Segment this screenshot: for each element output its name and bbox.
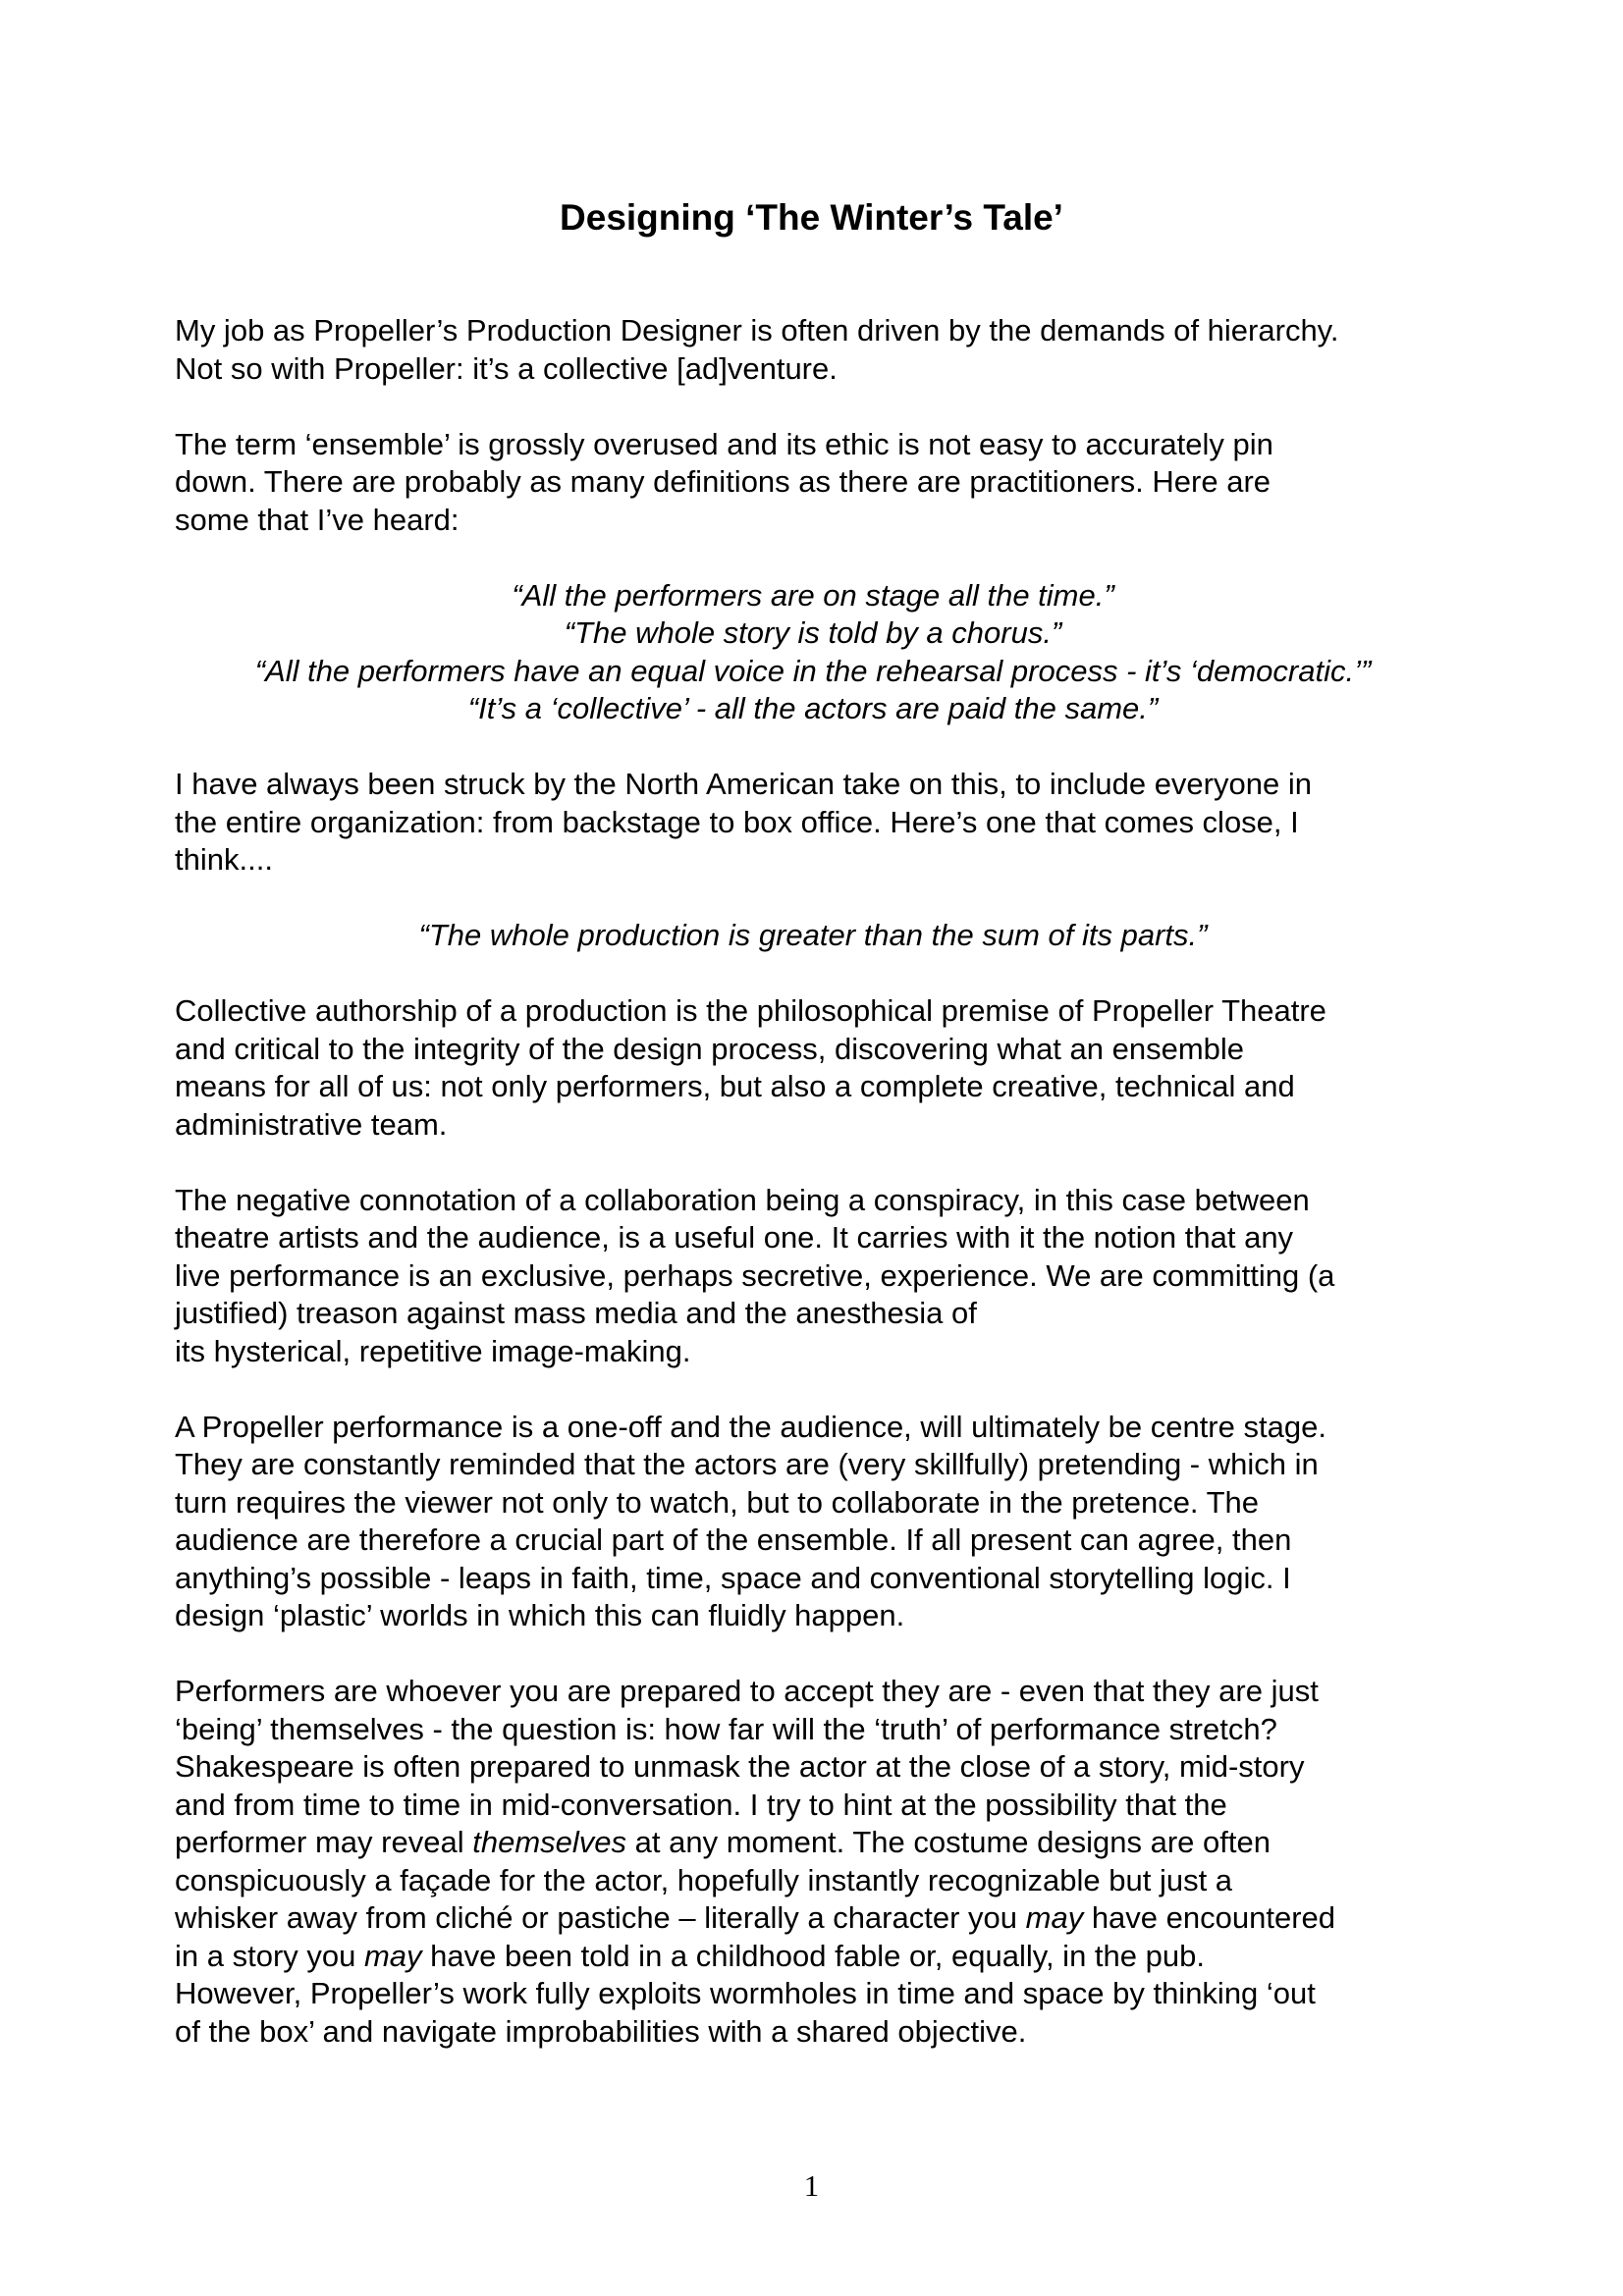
text-line: Shakespeare is often prepared to unmask the actor at the close of a story, mid-story xyxy=(175,1749,1305,1784)
text-line: of the box’ and navigate improbabilities with a shared objective. xyxy=(175,2013,1027,2049)
text-line: theatre artists and the audience, is a useful one. It carries with it the notion that any xyxy=(175,1220,1294,1255)
text-line: down. There are probably as many definitions as there are practitioners. Here are xyxy=(175,464,1271,499)
text-line: anything’s possible - leaps in faith, time, space and conventional storytelling logic. I xyxy=(175,1560,1291,1595)
page-title: Designing ‘The Winter’s Tale’ xyxy=(560,197,1063,238)
text-segment: have encountered xyxy=(1083,1900,1336,1935)
quote-line: “The whole story is told by a chorus.” xyxy=(564,615,1062,650)
paragraph-collective-authorship xyxy=(175,992,1451,1144)
text-line: conspicuously a façade for the actor, hopefully instantly recognizable but just a xyxy=(175,1862,1233,1897)
text-line: means for all of us: not only performers, but also a complete creative, technical and xyxy=(175,1069,1295,1103)
quote-line: “The whole production is greater than the sum of its parts.” xyxy=(418,918,1208,952)
paragraph-intro xyxy=(175,312,1451,388)
page-number: 1 xyxy=(803,2168,820,2203)
text-line: Collective authorship of a production is the philosophical premise of Propeller Theatre xyxy=(175,993,1326,1028)
quote-block-whole-production xyxy=(175,917,1451,955)
text-line: the entire organization: from backstage to box office. Here’s one that comes close, I xyxy=(175,804,1299,839)
quote-block-definitions xyxy=(175,577,1451,728)
text-line: The negative connotation of a collaboration being a conspiracy, in this case between xyxy=(175,1182,1310,1217)
text-line: and from time to time in mid-conversation. I try to hint at the possibility that the xyxy=(175,1787,1227,1822)
text-segment: have been told in a childhood fable or, equally, in the pub. xyxy=(421,1938,1205,1973)
text-line xyxy=(175,1938,1451,1976)
paragraph-performers xyxy=(175,1673,1451,2051)
quote-line: “All the performers have an equal voice in the rehearsal process - it’s ‘democratic.’” xyxy=(254,653,1372,688)
quote-line: “It’s a ‘collective’ - all the actors are paid the same.” xyxy=(467,691,1159,725)
text-line: audience are therefore a crucial part of the ensemble. If all present can agree, then xyxy=(175,1522,1292,1557)
text-line: live performance is an exclusive, perhaps secretive, experience. We are committing (a xyxy=(175,1257,1335,1293)
paragraph-conspiracy xyxy=(175,1182,1451,1371)
text-line: I have always been struck by the North American take on this, to include everyone in xyxy=(175,767,1312,801)
paragraph-ensemble xyxy=(175,426,1451,540)
text-line: turn requires the viewer not only to watch, but to collaborate in the pretence. The xyxy=(175,1484,1260,1520)
text-line: My job as Propeller’s Production Designer is often driven by the demands of hierarchy. xyxy=(175,313,1339,347)
text-line: ‘being’ themselves - the question is: how far will the ‘truth’ of performance stretch? xyxy=(175,1711,1277,1746)
text-line: However, Propeller’s work fully exploits wormholes in time and space by thinking ‘out xyxy=(175,1976,1316,2010)
text-segment: at any moment. The costume designs are often xyxy=(626,1825,1271,1859)
paragraph-performance xyxy=(175,1409,1451,1635)
text-line xyxy=(175,1899,1451,1938)
emphasis-text: themselves xyxy=(472,1825,627,1859)
text-line: some that I’ve heard: xyxy=(175,502,460,537)
text-segment: performer may reveal xyxy=(175,1825,473,1859)
document-body xyxy=(175,312,1451,2089)
paragraph-north-american xyxy=(175,766,1451,880)
text-line xyxy=(175,1824,1451,1862)
quote-line: “All the performers are on stage all the time.” xyxy=(512,577,1114,613)
text-line: The term ‘ensemble’ is grossly overused and its ethic is not easy to accurately pin xyxy=(175,426,1273,461)
text-line: administrative team. xyxy=(175,1106,448,1142)
text-segment: in a story you xyxy=(175,1938,364,1973)
text-line: think.... xyxy=(175,842,273,877)
text-line: and critical to the integrity of the design process, discovering what an ensemble xyxy=(175,1031,1245,1066)
text-line: They are constantly reminded that the actors are (very skillfully) pretending - which in xyxy=(175,1447,1319,1481)
text-line: its hysterical, repetitive image-making. xyxy=(175,1333,691,1368)
text-line: design ‘plastic’ worlds in which this can fluidly happen. xyxy=(175,1598,905,1632)
emphasis-text: may xyxy=(1025,1900,1084,1935)
text-segment: whisker away from cliché or pastiche – literally a character you xyxy=(175,1900,1026,1935)
text-line: A Propeller performance is a one-off and the audience, will ultimately be centre stage. xyxy=(175,1409,1326,1444)
emphasis-text: may xyxy=(363,1938,422,1973)
text-line: Not so with Propeller: it’s a collective [ad]venture. xyxy=(175,350,838,386)
text-line: justified) treason against mass media and the anesthesia of xyxy=(175,1296,977,1330)
text-line: Performers are whoever you are prepared to accept they are - even that they are just xyxy=(175,1674,1319,1708)
